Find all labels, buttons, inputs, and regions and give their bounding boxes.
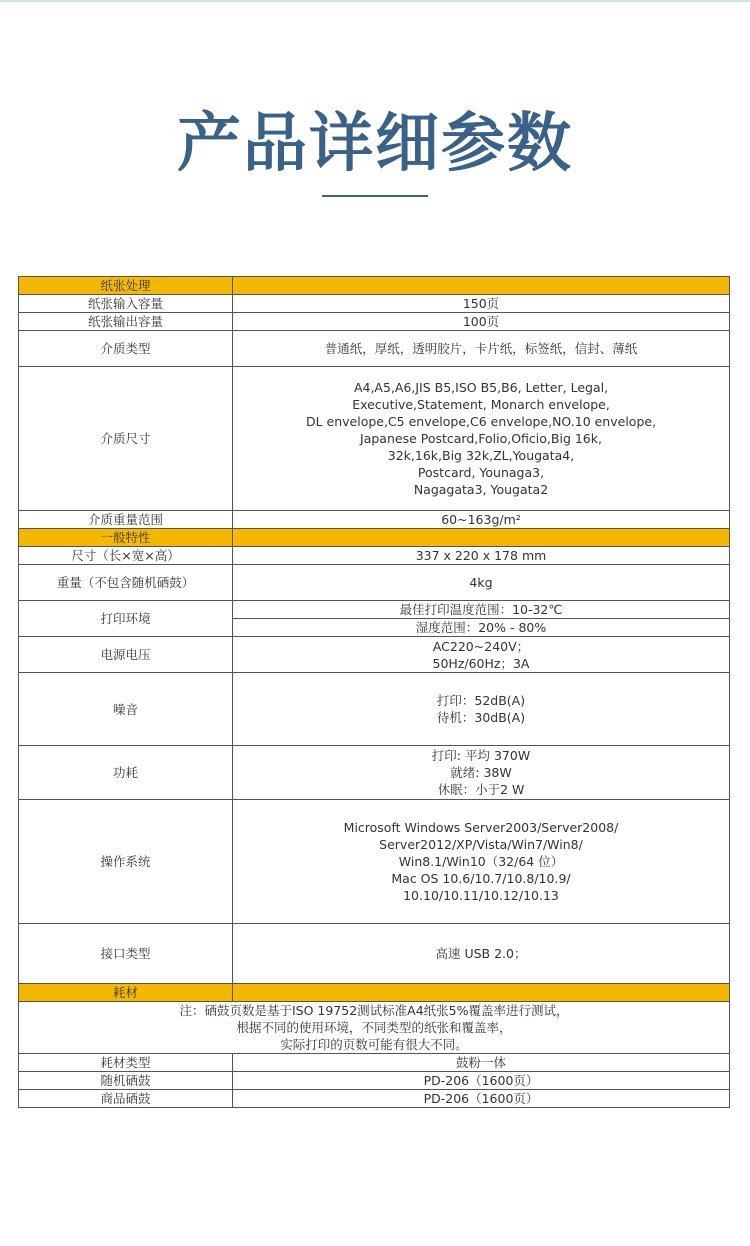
spec-value: 4kg: [233, 565, 730, 601]
value-line: 打印: 平均 370W: [431, 748, 531, 763]
spec-label: 重量（不包含随机硒鼓）: [19, 565, 233, 601]
section-filler: [233, 529, 730, 547]
spec-value: [233, 746, 730, 800]
value-line: Win8.1/Win10（32/64 位）: [398, 854, 564, 869]
spec-row-environment-temp: [19, 601, 730, 619]
spec-row-input-capacity: [19, 295, 730, 313]
spec-value: 高速 USB 2.0；: [233, 924, 730, 984]
title-underline: [322, 195, 428, 197]
section-title: 纸张处理: [19, 277, 233, 295]
spec-label: 介质重量范围: [19, 511, 233, 529]
spec-row-weight: [19, 565, 730, 601]
section-header-paper: [19, 277, 730, 295]
value-line: Microsoft Windows Server2003/Server2008/: [343, 820, 619, 835]
spec-value: 337 x 220 x 178 mm: [233, 547, 730, 565]
value-line: Server2012/XP/Vista/Win7/Win8/: [379, 837, 583, 852]
section-title: 耗材: [19, 984, 233, 1002]
value-line: 50Hz/60Hz；3A: [432, 655, 530, 671]
spec-row-retail-drum: [19, 1090, 730, 1108]
spec-row-os: [19, 800, 730, 924]
spec-row-bundled-drum: [19, 1072, 730, 1090]
spec-label: 打印环境: [19, 601, 233, 637]
page-title: 产品详细参数: [177, 107, 573, 181]
value-line: 打印：52dB(A): [436, 693, 526, 708]
section-filler: [233, 984, 730, 1002]
spec-value: 60~163g/m²: [233, 511, 730, 529]
spec-value: [233, 673, 730, 746]
spec-row-media-weight: [19, 511, 730, 529]
spec-value: 鼓粉一体: [233, 1054, 730, 1072]
spec-label: 介质尺寸: [19, 367, 233, 511]
note-line: 实际打印的页数可能有很大不同。: [280, 1037, 468, 1052]
spec-label: 功耗: [19, 746, 233, 800]
supplies-note-row: [19, 1002, 730, 1054]
spec-label: 操作系统: [19, 800, 233, 924]
spec-value: 100页: [233, 313, 730, 331]
spec-value: 湿度范围：20% - 80%: [233, 619, 730, 637]
value-line: Postcard, Younaga3,: [417, 465, 545, 480]
value-line: A4,A5,A6,JIS B5,ISO B5,B6, Letter, Legal,: [353, 380, 609, 395]
spec-value: PD-206（1600页）: [233, 1072, 730, 1090]
spec-row-output-capacity: [19, 313, 730, 331]
spec-label: 纸张输出容量: [19, 313, 233, 331]
spec-row-noise: [19, 673, 730, 746]
supplies-note: [19, 1002, 730, 1054]
spec-label: 电源电压: [19, 637, 233, 673]
value-line: AC220~240V；: [432, 638, 530, 654]
section-filler: [233, 277, 730, 295]
spec-value: [233, 637, 730, 673]
spec-row-supply-type: [19, 1054, 730, 1072]
spec-table: [18, 276, 730, 1108]
spec-label: 纸张输入容量: [19, 295, 233, 313]
spec-label: 接口类型: [19, 924, 233, 984]
spec-row-consumption: [19, 746, 730, 800]
value-line: DL envelope,C5 envelope,C6 envelope,NO.10 envelope,: [305, 414, 657, 429]
spec-row-media-type: [19, 331, 730, 367]
note-line: 根据不同的使用环境，不同类型的纸张和覆盖率，: [236, 1020, 512, 1035]
spec-value: 最佳打印温度范围：10-32℃: [233, 601, 730, 619]
spec-row-interface: [19, 924, 730, 984]
spec-label: 介质类型: [19, 331, 233, 367]
spec-value: [233, 367, 730, 511]
spec-value: PD-206（1600页）: [233, 1090, 730, 1108]
value-line: Executive,Statement, Monarch envelope,: [352, 397, 610, 412]
value-line: Nagagata3, Yougata2: [413, 482, 549, 497]
value-line: 待机：30dB(A): [436, 710, 526, 725]
section-title: 一般特性: [19, 529, 233, 547]
value-line: 就绪: 38W: [450, 765, 512, 780]
spec-row-power: [19, 637, 730, 673]
spec-label: 噪音: [19, 673, 233, 746]
spec-row-size: [19, 547, 730, 565]
note-line: 注：硒鼓页数是基于ISO 19752测试标准A4纸张5%覆盖率进行测试，: [179, 1003, 569, 1018]
value-line: Mac OS 10.6/10.7/10.8/10.9/: [391, 871, 571, 886]
value-line: 10.10/10.11/10.12/10.13: [403, 888, 559, 903]
top-divider: [0, 0, 750, 2]
spec-value: 普通纸，厚纸，透明胶片，卡片纸，标签纸，信封、薄纸: [233, 331, 730, 367]
section-header-supplies: [19, 984, 730, 1002]
spec-value: [233, 800, 730, 924]
spec-row-media-size: [19, 367, 730, 511]
section-header-general: [19, 529, 730, 547]
spec-label: 随机硒鼓: [19, 1072, 233, 1090]
value-line: 32k,16k,Big 32k,ZL,Yougata4,: [387, 448, 575, 463]
spec-value: 150页: [233, 295, 730, 313]
value-line: Japanese Postcard,Folio,Oficio,Big 16k,: [360, 431, 602, 446]
spec-label: 尺寸（长×宽×高）: [19, 547, 233, 565]
value-line: 休眠：小于2 W: [437, 782, 525, 797]
spec-label: 耗材类型: [19, 1054, 233, 1072]
spec-label: 商品硒鼓: [19, 1090, 233, 1108]
